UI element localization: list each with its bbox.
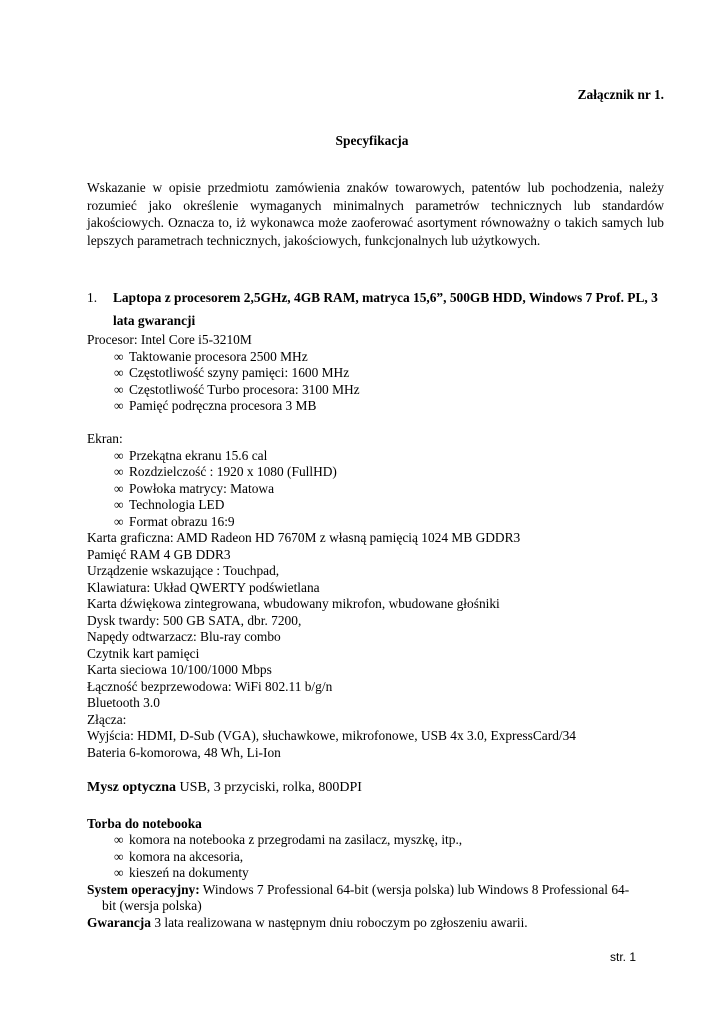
os-label: System operacyjny: — [87, 881, 200, 897]
screen-label: Ekran: — [87, 431, 123, 446]
item-number: 1. — [87, 290, 98, 305]
bullet-item — [87, 349, 687, 366]
annex-label: Załącznik nr 1. — [577, 87, 664, 102]
spec-line-battery: Bateria 6-komorowa, 48 Wh, Li-Ion — [87, 744, 281, 760]
warranty-label: Gwarancja — [87, 914, 151, 930]
bullet-item — [87, 382, 687, 399]
bullet-item — [87, 481, 687, 498]
bullet-item — [87, 365, 687, 382]
bullet-item — [87, 497, 687, 514]
bullet-text: Powłoka matrycy: Matowa — [129, 480, 275, 496]
infinity-bullet-icon: ∞ — [114, 365, 124, 380]
bullet-text: Taktowanie procesora 2500 MHz — [129, 348, 308, 364]
mouse-line — [87, 780, 687, 797]
spec-line-ram: Pamięć RAM 4 GB DDR3 — [87, 546, 231, 562]
os-text: Windows 7 Professional 64-bit (wersja polska) lub Windows 8 Professional 64- — [199, 881, 630, 897]
page-number: str. 1 — [609, 950, 636, 964]
document-title: Specyfikacja — [335, 133, 409, 148]
infinity-bullet-icon: ∞ — [114, 848, 124, 864]
bullet-text: kieszeń na dokumenty — [129, 865, 249, 880]
spec-line-network: Karta sieciowa 10/100/1000 Mbps — [87, 662, 272, 677]
spec-line-bluetooth: Bluetooth 3.0 — [87, 695, 160, 710]
infinity-bullet-icon: ∞ — [114, 513, 124, 529]
os-line — [87, 882, 687, 899]
bullet-text: Przekątna ekranu 15.6 cal — [129, 447, 268, 463]
item-heading — [87, 286, 667, 332]
spec-line-keyboard: Klawiatura: Układ QWERTY podświetlana — [87, 579, 320, 595]
infinity-bullet-icon: ∞ — [114, 865, 124, 880]
mouse-label: Mysz optyczna — [87, 780, 177, 795]
spec-line-drive: Napędy odtwarzacz: Blu-ray combo — [87, 629, 281, 644]
specification-body — [87, 332, 687, 931]
bullet-text: Częstotliwość szyny pamięci: 1600 MHz — [129, 365, 350, 380]
infinity-bullet-icon: ∞ — [114, 447, 124, 463]
spec-line-disk: Dysk twardy: 500 GB SATA, dbr. 7200, — [87, 612, 302, 628]
spacer — [87, 761, 687, 780]
infinity-bullet-icon: ∞ — [114, 348, 124, 364]
bullet-item — [87, 865, 687, 882]
spec-line-card-reader: Czytnik kart pamięci — [87, 645, 200, 661]
spec-line-graphics: Karta graficzna: AMD Radeon HD 7670M z własną pamięcią 1024 MB GDDR3 — [87, 530, 521, 545]
infinity-bullet-icon: ∞ — [114, 832, 124, 847]
spec-line-pointing: Urządzenie wskazujące : Touchpad, — [87, 563, 280, 578]
bullet-item — [87, 832, 687, 849]
bullet-item — [87, 464, 687, 481]
bullet-item — [87, 398, 687, 415]
warranty-text: 3 lata realizowana w następnym dniu roboczym po zgłoszeniu awarii. — [150, 914, 528, 930]
processor-label: Procesor: Intel Core i5-3210M — [87, 332, 252, 347]
mouse-text: USB, 3 przyciski, rolka, 800DPI — [176, 780, 362, 795]
bullet-item — [87, 448, 687, 465]
bag-label-text: Torba do notebooka — [87, 815, 202, 831]
bullet-text: Rozdzielczość : 1920 x 1080 (FullHD) — [129, 464, 337, 479]
infinity-bullet-icon: ∞ — [114, 398, 124, 413]
bullet-text: komora na notebooka z przegrodami na zasilacz, myszkę, itp., — [129, 832, 463, 847]
spacer — [87, 415, 687, 432]
spacer — [87, 797, 687, 816]
spec-line-sound: Karta dźwiękowa zintegrowana, wbudowany mikrofon, wbudowane głośniki — [87, 596, 500, 611]
bullet-item — [87, 849, 687, 866]
os-line-continued: bit (wersja polska) — [102, 898, 202, 913]
bag-label — [87, 816, 687, 833]
bullet-item — [87, 514, 687, 531]
infinity-bullet-icon: ∞ — [114, 497, 124, 512]
item-title-line2: lata gwarancji — [113, 313, 196, 328]
bullet-text: Częstotliwość Turbo procesora: 3100 MHz — [129, 381, 360, 397]
infinity-bullet-icon: ∞ — [114, 464, 124, 479]
warranty-line — [87, 915, 687, 932]
spec-line-outputs: Wyjścia: HDMI, D-Sub (VGA), słuchawkowe, mikrofonowe, USB 4x 3.0, ExpressCard/34 — [87, 728, 576, 743]
infinity-bullet-icon: ∞ — [114, 381, 124, 397]
infinity-bullet-icon: ∞ — [114, 480, 124, 496]
bullet-text: Technologia LED — [129, 497, 225, 512]
spec-line-wifi: Łączność bezprzewodowa: WiFi 802.11 b/g/n — [87, 678, 333, 694]
item-title-line1: Laptopa z procesorem 2,5GHz, 4GB RAM, matryca 15,6”, 500GB HDD, Windows 7 Prof. PL, 3 — [113, 290, 658, 305]
intro-paragraph: Wskazanie w opisie przedmiotu zamówienia znaków towarowych, patentów lub pochodzenia, należy rozumieć jako określenie wymaganych minimalnych parametrów technicznych lub standardów jakościowych. Oznacza to, iż wykonawca może zaoferować asortyment równoważny o takich samych lub lepszych parametrach technicznych, jakościowych, funkcjonalnych lub użytkowych. — [87, 180, 664, 248]
spec-line-connectors: Złącza: — [87, 711, 127, 727]
bullet-text: komora na akcesoria, — [129, 848, 244, 864]
bullet-text: Format obrazu 16:9 — [129, 513, 235, 529]
bullet-text: Pamięć podręczna procesora 3 MB — [129, 398, 317, 413]
